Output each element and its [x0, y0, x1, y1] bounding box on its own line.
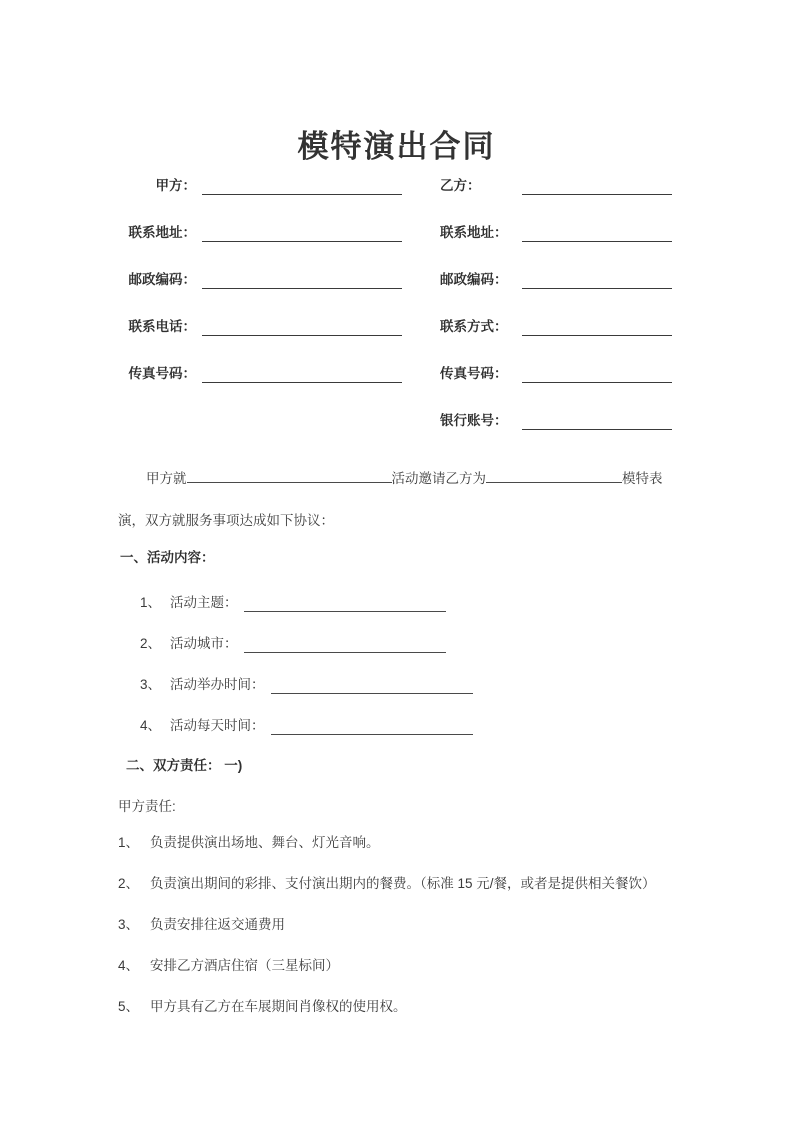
field-row-party-b-name — [440, 168, 690, 195]
section-2-heading: 二、双方责任： 一) — [126, 758, 243, 773]
party-b-column — [440, 168, 690, 450]
item-text: 负责提供演出场地、舞台、灯光音响。 — [150, 835, 380, 850]
field-row-party-b-postcode — [440, 262, 690, 289]
list-item — [118, 832, 718, 853]
party-b-name-input[interactable] — [522, 179, 672, 195]
party-a-column — [110, 168, 410, 403]
party-a-fax-input[interactable] — [202, 367, 402, 383]
item-number: 1、 — [118, 835, 140, 850]
field-row-party-b-address — [440, 215, 690, 242]
field-row-party-b-fax — [440, 356, 690, 383]
event-date-input[interactable] — [271, 679, 473, 694]
field-row-party-a-fax — [110, 356, 410, 383]
list-item — [118, 955, 718, 976]
field-label: 联系电话： — [128, 319, 196, 334]
party-b-bank-account-input[interactable] — [522, 414, 672, 430]
item-text: 负责安排往返交通费用 — [150, 917, 285, 932]
item-label: 活动城市： — [170, 636, 238, 651]
item-text: 甲方具有乙方在车展期间肖像权的使用权。 — [150, 999, 407, 1014]
item-label: 活动主题： — [170, 595, 238, 610]
field-row-party-a-address — [110, 215, 410, 242]
list-item — [118, 996, 718, 1017]
field-label: 邮政编码： — [128, 272, 196, 287]
item-number: 3、 — [140, 677, 162, 692]
section-2-item-list — [118, 832, 718, 1037]
item-number: 2、 — [140, 636, 162, 651]
list-item — [140, 588, 660, 612]
item-label: 活动举办时间： — [170, 677, 265, 692]
field-label: 银行账号： — [440, 413, 508, 428]
field-label: 甲方： — [155, 178, 196, 193]
party-a-address-input[interactable] — [202, 226, 402, 242]
party-b-fax-input[interactable] — [522, 367, 672, 383]
item-number: 4、 — [118, 958, 140, 973]
field-label: 传真号码： — [128, 366, 196, 381]
party-b-postcode-input[interactable] — [522, 273, 672, 289]
field-row-party-b-contact — [440, 309, 690, 336]
item-number: 5、 — [118, 999, 140, 1014]
party-a-name-input[interactable] — [202, 179, 402, 195]
field-row-party-a-name — [110, 168, 410, 195]
list-item — [140, 711, 660, 735]
field-row-party-b-bank-account — [440, 403, 690, 430]
item-number: 3、 — [118, 917, 140, 932]
field-row-party-a-phone — [110, 309, 410, 336]
event-theme-input[interactable] — [244, 597, 446, 612]
event-name-input[interactable] — [187, 468, 392, 483]
list-item — [140, 670, 660, 694]
intro-text-part-3: 模特表 — [622, 471, 663, 486]
field-row-party-a-postcode — [110, 262, 410, 289]
page-title: 模特演出合同 — [297, 128, 496, 164]
event-daily-time-input[interactable] — [271, 720, 473, 735]
intro-text-part-4: 演，双方就服务事项达成如下协议： — [118, 513, 334, 528]
list-item — [140, 629, 660, 653]
item-text: 安排乙方酒店住宿（三星标间） — [150, 958, 339, 973]
field-label: 乙方： — [440, 178, 481, 193]
item-number: 2、 — [118, 876, 140, 891]
intro-text-part-1: 甲方就 — [146, 471, 187, 486]
party-b-contact-input[interactable] — [522, 320, 672, 336]
model-count-input[interactable] — [486, 468, 622, 483]
list-item — [118, 873, 718, 894]
party-info-block — [0, 168, 793, 428]
party-b-address-input[interactable] — [522, 226, 672, 242]
item-number: 4、 — [140, 718, 162, 733]
party-a-phone-input[interactable] — [202, 320, 402, 336]
field-label: 联系地址： — [440, 225, 508, 240]
intro-paragraph — [118, 458, 678, 542]
item-label: 活动每天时间： — [170, 718, 265, 733]
field-label: 传真号码： — [440, 366, 508, 381]
field-label: 联系方式： — [440, 319, 508, 334]
section-1-heading: 一、活动内容： — [120, 550, 215, 565]
section-1-item-list — [140, 588, 660, 752]
field-label: 联系地址： — [128, 225, 196, 240]
list-item — [118, 914, 718, 935]
intro-text-part-2: 活动邀请乙方为 — [391, 471, 486, 486]
section-2-sub-heading: 甲方责任: — [118, 799, 176, 814]
field-label: 邮政编码： — [440, 272, 508, 287]
party-a-postcode-input[interactable] — [202, 273, 402, 289]
item-number: 1、 — [140, 595, 162, 610]
item-text: 负责演出期间的彩排、支付演出期内的餐费。（标准 15 元/餐，或者是提供相关餐饮） — [150, 876, 656, 891]
event-city-input[interactable] — [244, 638, 446, 653]
